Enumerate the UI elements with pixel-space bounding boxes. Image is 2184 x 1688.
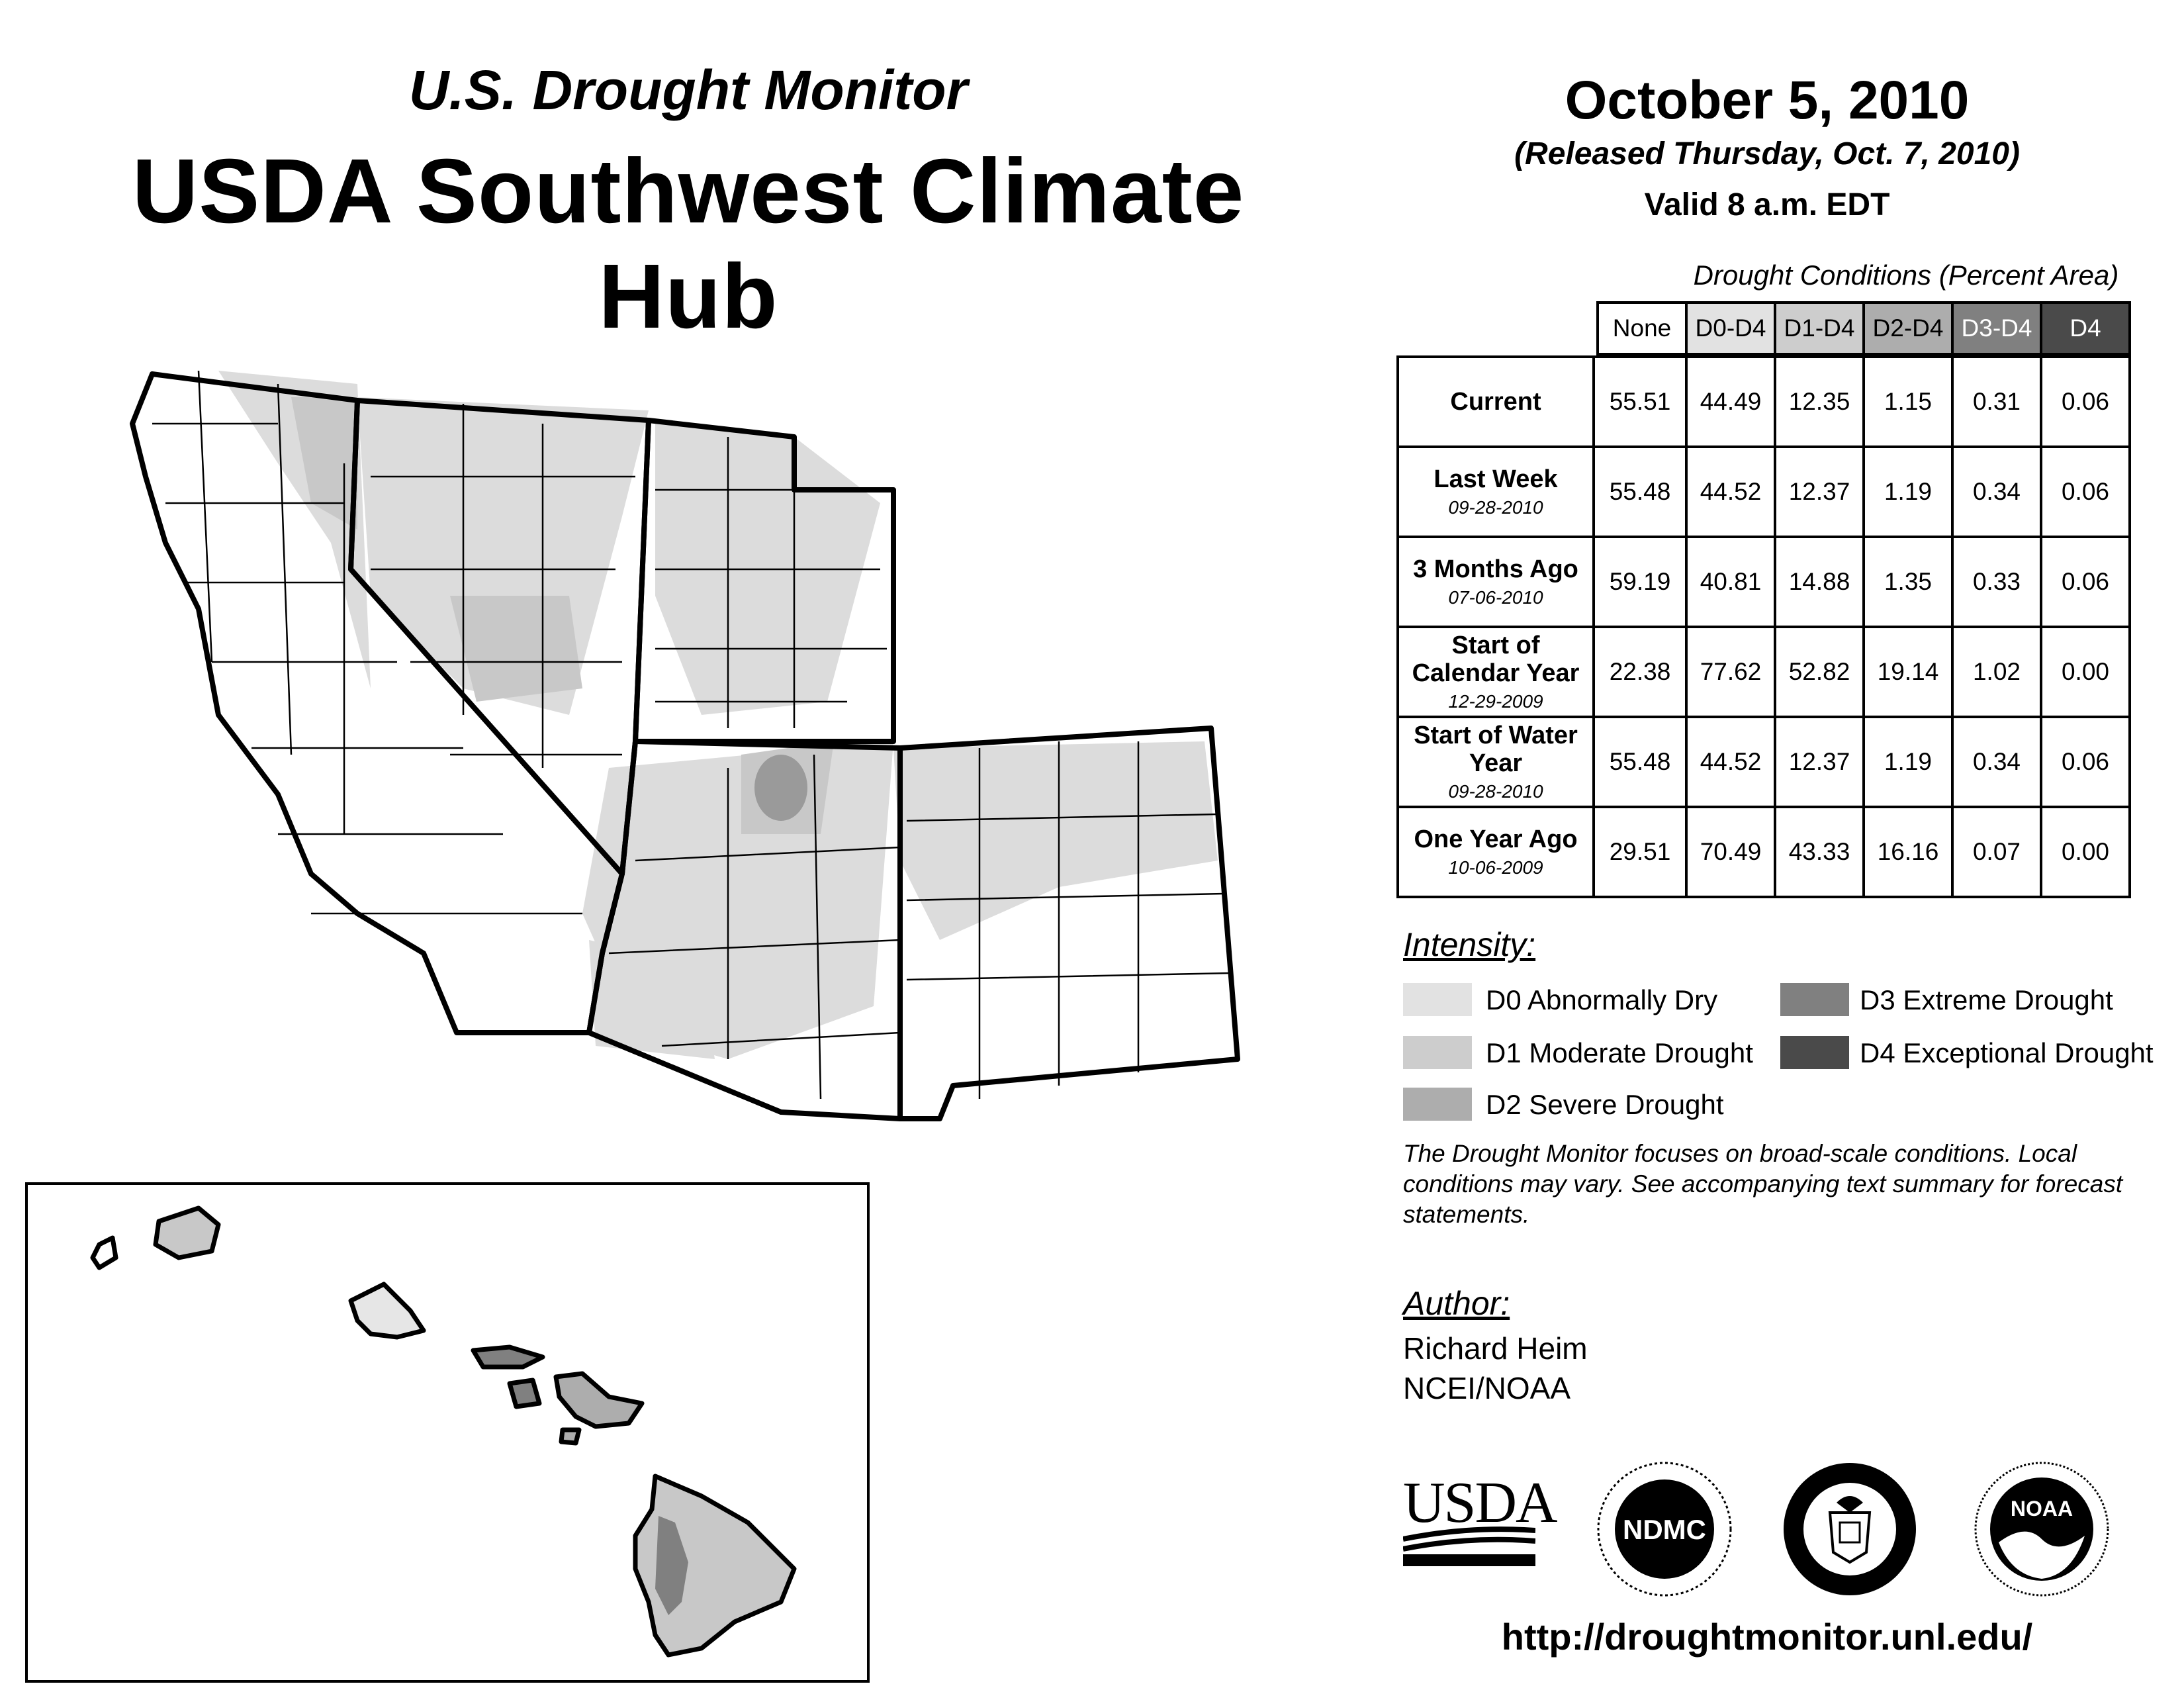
table-cell: 0.33 bbox=[1951, 536, 2042, 628]
usda-logo bbox=[1403, 1470, 1557, 1569]
table-cell: 0.06 bbox=[2040, 355, 2131, 448]
release-date: (Released Thursday, Oct. 7, 2010) bbox=[1514, 136, 2020, 171]
legend-swatch-d4 bbox=[1780, 1036, 1849, 1069]
disclaimer-note: The Drought Monitor focuses on broad-scale conditions. Local conditions may vary. See accompanying text summary for forecast statements. bbox=[1403, 1140, 2123, 1228]
row-label-calendar-year bbox=[1396, 626, 1595, 718]
legend-label-d2: D2 Severe Drought bbox=[1486, 1089, 1724, 1120]
author-name: Richard Heim bbox=[1403, 1331, 1588, 1366]
valid-time: Valid 8 a.m. EDT bbox=[1644, 187, 1890, 222]
table-cell: 77.62 bbox=[1685, 626, 1776, 718]
col-header-d0-d4: D0-D4 bbox=[1685, 301, 1776, 355]
table-cell: 0.06 bbox=[2040, 536, 2131, 628]
table-cell: 44.52 bbox=[1685, 445, 1776, 538]
row-label-text: One Year Ago bbox=[1414, 825, 1578, 853]
table-cell: 55.48 bbox=[1592, 716, 1688, 808]
table-cell: 1.19 bbox=[1862, 445, 1954, 538]
table-cell: 0.34 bbox=[1951, 445, 2042, 538]
table-cell: 55.51 bbox=[1592, 355, 1688, 448]
page-title: USDA Southwest Climate Hub bbox=[132, 140, 1245, 348]
legend-swatch-d1 bbox=[1403, 1036, 1472, 1069]
row-label-text: Last Week bbox=[1433, 465, 1558, 493]
legend-swatch-d0 bbox=[1403, 983, 1472, 1016]
table-cell: 0.34 bbox=[1951, 716, 2042, 808]
legend-label-d4: D4 Exceptional Drought bbox=[1860, 1037, 2154, 1068]
table-cell: 0.00 bbox=[2040, 806, 2131, 898]
table-cell: 0.31 bbox=[1951, 355, 2042, 448]
table-cell: 12.37 bbox=[1774, 716, 1865, 808]
table-cell: 59.19 bbox=[1592, 536, 1688, 628]
row-label-text: Start of Water Year bbox=[1414, 722, 1578, 777]
table-cell: 52.82 bbox=[1774, 626, 1865, 718]
commerce-seal-icon bbox=[1780, 1460, 1919, 1599]
usda-logo-text: USDA bbox=[1403, 1471, 1557, 1535]
mainland-map bbox=[132, 371, 1238, 1119]
row-date: 07-06-2010 bbox=[1448, 587, 1543, 608]
table-caption: Drought Conditions (Percent Area) bbox=[1693, 259, 2119, 291]
row-label-text: Start of Calendar Year bbox=[1412, 632, 1580, 687]
map-date: October 5, 2010 bbox=[1565, 70, 1970, 130]
legend-swatch-d3 bbox=[1780, 983, 1849, 1016]
table-cell: 22.38 bbox=[1592, 626, 1688, 718]
table-cell: 14.88 bbox=[1774, 536, 1865, 628]
row-label-text: Current bbox=[1450, 388, 1541, 416]
table-cell: 1.35 bbox=[1862, 536, 1954, 628]
table-cell: 19.14 bbox=[1862, 626, 1954, 718]
col-header-d4: D4 bbox=[2040, 301, 2131, 355]
table-cell: 0.00 bbox=[2040, 626, 2131, 718]
col-header-d3-d4: D3-D4 bbox=[1951, 301, 2042, 355]
ndmc-logo-icon bbox=[1595, 1460, 1734, 1599]
table-cell: 0.07 bbox=[1951, 806, 2042, 898]
table-cell: 44.49 bbox=[1685, 355, 1776, 448]
legend-swatch-d2 bbox=[1403, 1088, 1472, 1121]
table-cell: 0.06 bbox=[2040, 716, 2131, 808]
legend-title: Intensity: bbox=[1403, 926, 1536, 963]
row-label-water-year bbox=[1396, 716, 1595, 808]
row-date: 09-28-2010 bbox=[1448, 781, 1543, 802]
row-date: 10-06-2009 bbox=[1448, 857, 1543, 878]
table-cell: 1.19 bbox=[1862, 716, 1954, 808]
ndmc-logo-text: NDMC bbox=[1623, 1514, 1706, 1545]
col-header-d2-d4: D2-D4 bbox=[1862, 301, 1954, 355]
legend-label-d3: D3 Extreme Drought bbox=[1860, 984, 2113, 1015]
row-date: 12-29-2009 bbox=[1448, 691, 1543, 712]
legend-label-d0: D0 Abnormally Dry bbox=[1486, 984, 1718, 1015]
table-cell: 1.15 bbox=[1862, 355, 1954, 448]
table-cell: 0.06 bbox=[2040, 445, 2131, 538]
row-label-last-week bbox=[1396, 445, 1595, 538]
row-label-one-year bbox=[1396, 806, 1595, 898]
table-cell: 12.37 bbox=[1774, 445, 1865, 538]
col-header-d1-d4: D1-D4 bbox=[1774, 301, 1865, 355]
website-link[interactable]: http://droughtmonitor.unl.edu/ bbox=[1501, 1616, 2033, 1658]
table-cell: 29.51 bbox=[1592, 806, 1688, 898]
row-label-3-months bbox=[1396, 536, 1595, 628]
author-org: NCEI/NOAA bbox=[1403, 1371, 1571, 1405]
table-cell: 1.02 bbox=[1951, 626, 2042, 718]
row-date: 09-28-2010 bbox=[1448, 497, 1543, 518]
table-cell: 40.81 bbox=[1685, 536, 1776, 628]
noaa-logo-icon bbox=[1972, 1460, 2111, 1599]
table-cell: 44.52 bbox=[1685, 716, 1776, 808]
author-title: Author: bbox=[1403, 1285, 1510, 1322]
row-label-current bbox=[1396, 355, 1595, 448]
table-cell: 55.48 bbox=[1592, 445, 1688, 538]
usda-logo-stripes-icon bbox=[1403, 1470, 1557, 1569]
col-header-none: None bbox=[1596, 301, 1688, 355]
legend-label-d1: D1 Moderate Drought bbox=[1486, 1037, 1753, 1068]
subtitle: U.S. Drought Monitor bbox=[408, 59, 968, 121]
row-label-text: 3 Months Ago bbox=[1413, 555, 1578, 583]
hawaii-islands bbox=[93, 1208, 794, 1655]
noaa-logo-text: NOAA bbox=[2010, 1497, 2073, 1521]
table-cell: 70.49 bbox=[1685, 806, 1776, 898]
table-cell: 16.16 bbox=[1862, 806, 1954, 898]
table-cell: 12.35 bbox=[1774, 355, 1865, 448]
table-cell: 43.33 bbox=[1774, 806, 1865, 898]
